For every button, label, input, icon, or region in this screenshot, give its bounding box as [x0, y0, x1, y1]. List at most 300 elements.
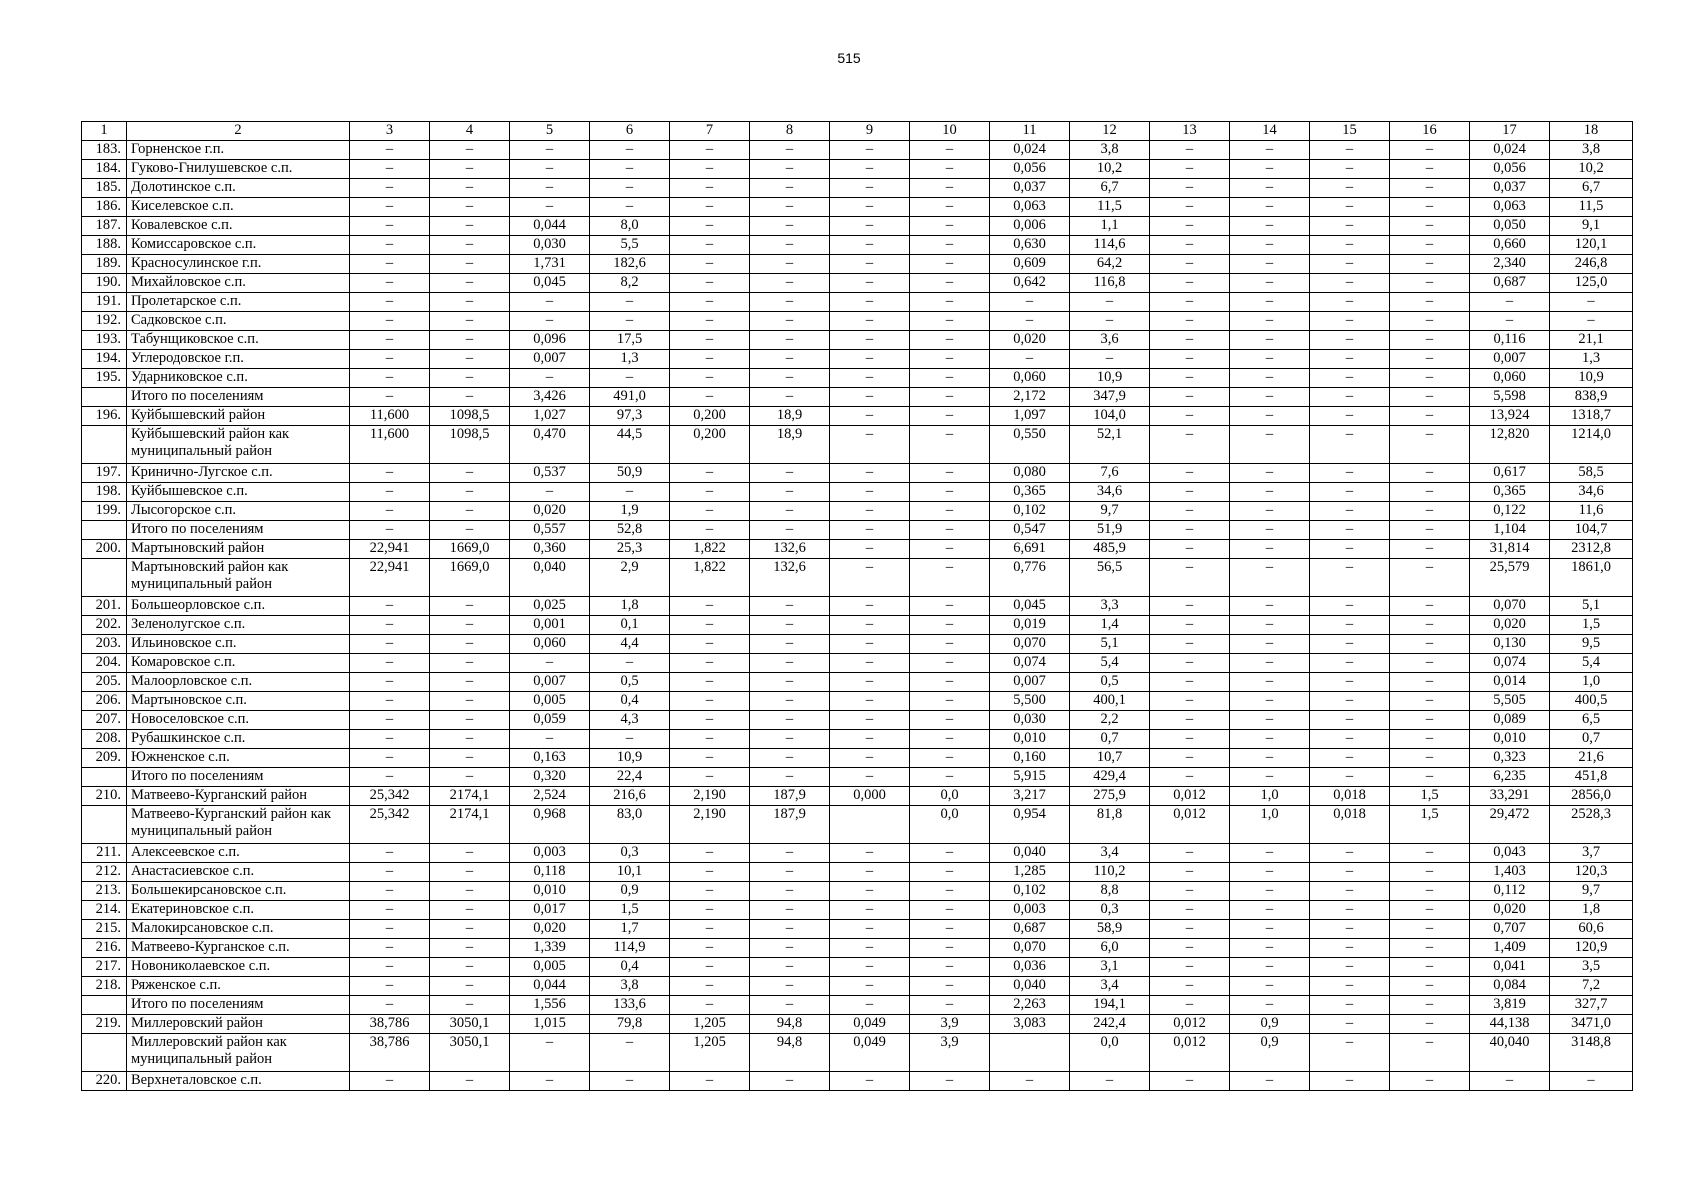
- value-cell: –: [750, 844, 830, 863]
- value-cell: –: [1310, 350, 1390, 369]
- value-cell: –: [670, 616, 750, 635]
- value-cell: –: [750, 730, 830, 749]
- value-cell: –: [670, 1072, 750, 1091]
- value-cell: 2,263: [990, 996, 1070, 1015]
- value-cell: –: [1150, 939, 1230, 958]
- value-cell: –: [590, 312, 670, 331]
- value-cell: –: [1390, 141, 1470, 160]
- value-cell: –: [1230, 730, 1310, 749]
- value-cell: 0,365: [1470, 483, 1550, 502]
- value-cell: –: [1230, 483, 1310, 502]
- value-cell: –: [1150, 996, 1230, 1015]
- value-cell: 0,9: [1230, 1034, 1310, 1072]
- value-cell: –: [750, 236, 830, 255]
- value-cell: –: [830, 749, 910, 768]
- value-cell: –: [750, 901, 830, 920]
- row-number: 208.: [82, 730, 127, 749]
- value-cell: 10,2: [1070, 160, 1150, 179]
- value-cell: –: [750, 464, 830, 483]
- value-cell: –: [670, 844, 750, 863]
- value-cell: –: [430, 160, 510, 179]
- value-cell: –: [430, 597, 510, 616]
- row-number: 198.: [82, 483, 127, 502]
- value-cell: –: [1150, 920, 1230, 939]
- value-cell: 8,2: [590, 274, 670, 293]
- value-cell: –: [1310, 179, 1390, 198]
- value-cell: 0,160: [990, 749, 1070, 768]
- value-cell: –: [510, 160, 590, 179]
- value-cell: 0,609: [990, 255, 1070, 274]
- table-row: [82, 901, 1633, 920]
- settlement-name: Итого по поселениям: [127, 768, 350, 787]
- value-cell: –: [510, 293, 590, 312]
- value-cell: –: [350, 255, 430, 274]
- value-cell: –: [910, 198, 990, 217]
- value-cell: –: [350, 293, 430, 312]
- value-cell: –: [670, 369, 750, 388]
- value-cell: –: [1310, 1072, 1390, 1091]
- value-cell: –: [830, 502, 910, 521]
- value-cell: –: [1310, 920, 1390, 939]
- value-cell: 13,924: [1470, 407, 1550, 426]
- value-cell: 1,7: [590, 920, 670, 939]
- row-number: 219.: [82, 1015, 127, 1034]
- value-cell: –: [830, 521, 910, 540]
- value-cell: –: [1150, 597, 1230, 616]
- value-cell: 8,8: [1070, 882, 1150, 901]
- value-cell: –: [350, 464, 430, 483]
- row-number: 183.: [82, 141, 127, 160]
- value-cell: –: [350, 521, 430, 540]
- value-cell: –: [1230, 920, 1310, 939]
- value-cell: 1,409: [1470, 939, 1550, 958]
- value-cell: 187,9: [750, 787, 830, 806]
- column-header: 5: [510, 122, 590, 141]
- value-cell: 5,4: [1550, 654, 1633, 673]
- value-cell: –: [670, 901, 750, 920]
- row-number: 185.: [82, 179, 127, 198]
- value-cell: –: [990, 312, 1070, 331]
- value-cell: –: [750, 749, 830, 768]
- row-number: 218.: [82, 977, 127, 996]
- value-cell: 11,5: [1070, 198, 1150, 217]
- value-cell: –: [1230, 958, 1310, 977]
- value-cell: –: [430, 388, 510, 407]
- value-cell: –: [990, 350, 1070, 369]
- value-cell: –: [1070, 350, 1150, 369]
- value-cell: –: [1310, 369, 1390, 388]
- settlement-name: Мартыновский район: [127, 540, 350, 559]
- value-cell: 22,941: [350, 559, 430, 597]
- table-row: [82, 711, 1633, 730]
- settlement-name: Ковалевское с.п.: [127, 217, 350, 236]
- value-cell: 2856,0: [1550, 787, 1633, 806]
- value-cell: –: [590, 293, 670, 312]
- value-cell: –: [910, 730, 990, 749]
- value-cell: 1318,7: [1550, 407, 1633, 426]
- settlement-name: Михайловское с.п.: [127, 274, 350, 293]
- table-row: [82, 236, 1633, 255]
- value-cell: 125,0: [1550, 274, 1633, 293]
- row-number: 211.: [82, 844, 127, 863]
- value-cell: –: [750, 673, 830, 692]
- value-cell: 0,007: [990, 673, 1070, 692]
- value-cell: –: [1230, 255, 1310, 274]
- value-cell: –: [1310, 711, 1390, 730]
- value-cell: –: [590, 160, 670, 179]
- value-cell: –: [430, 730, 510, 749]
- value-cell: –: [910, 654, 990, 673]
- value-cell: –: [510, 1072, 590, 1091]
- value-cell: 0,040: [990, 977, 1070, 996]
- value-cell: 327,7: [1550, 996, 1633, 1015]
- value-cell: –: [1230, 540, 1310, 559]
- value-cell: 485,9: [1070, 540, 1150, 559]
- value-cell: 120,9: [1550, 939, 1633, 958]
- row-number: 205.: [82, 673, 127, 692]
- value-cell: –: [830, 1072, 910, 1091]
- value-cell: –: [910, 312, 990, 331]
- value-cell: –: [1310, 331, 1390, 350]
- value-cell: –: [1390, 198, 1470, 217]
- value-cell: 0,0: [910, 806, 990, 844]
- value-cell: –: [1390, 540, 1470, 559]
- value-cell: –: [350, 711, 430, 730]
- value-cell: –: [1230, 502, 1310, 521]
- row-number: [82, 521, 127, 540]
- value-cell: –: [590, 654, 670, 673]
- value-cell: 0,089: [1470, 711, 1550, 730]
- value-cell: –: [670, 274, 750, 293]
- value-cell: 0,063: [990, 198, 1070, 217]
- value-cell: –: [670, 958, 750, 977]
- row-number: 190.: [82, 274, 127, 293]
- value-cell: 5,500: [990, 692, 1070, 711]
- value-cell: –: [1230, 141, 1310, 160]
- value-cell: 60,6: [1550, 920, 1633, 939]
- value-cell: –: [1230, 616, 1310, 635]
- value-cell: 400,5: [1550, 692, 1633, 711]
- table-row: [82, 787, 1633, 806]
- value-cell: –: [1310, 597, 1390, 616]
- value-cell: 2,190: [670, 787, 750, 806]
- value-cell: 0,006: [990, 217, 1070, 236]
- value-cell: –: [590, 730, 670, 749]
- column-header: 13: [1150, 122, 1230, 141]
- value-cell: 0,687: [1470, 274, 1550, 293]
- table-row: [82, 521, 1633, 540]
- value-cell: 6,5: [1550, 711, 1633, 730]
- value-cell: –: [910, 350, 990, 369]
- value-cell: –: [830, 711, 910, 730]
- value-cell: –: [750, 312, 830, 331]
- value-cell: 5,598: [1470, 388, 1550, 407]
- value-cell: 0,776: [990, 559, 1070, 597]
- value-cell: –: [1390, 597, 1470, 616]
- value-cell: 1,822: [670, 559, 750, 597]
- value-cell: –: [1230, 369, 1310, 388]
- value-cell: –: [1230, 426, 1310, 464]
- value-cell: –: [590, 198, 670, 217]
- value-cell: 0,0: [1070, 1034, 1150, 1072]
- value-cell: –: [750, 635, 830, 654]
- value-cell: –: [910, 635, 990, 654]
- value-cell: –: [830, 597, 910, 616]
- value-cell: –: [1390, 711, 1470, 730]
- value-cell: –: [1310, 388, 1390, 407]
- table-row: [82, 1072, 1633, 1091]
- value-cell: 0,954: [990, 806, 1070, 844]
- value-cell: –: [670, 939, 750, 958]
- value-cell: –: [1150, 407, 1230, 426]
- value-cell: –: [1150, 502, 1230, 521]
- value-cell: –: [670, 312, 750, 331]
- value-cell: –: [350, 179, 430, 198]
- value-cell: –: [1230, 977, 1310, 996]
- value-cell: –: [750, 160, 830, 179]
- value-cell: 3148,8: [1550, 1034, 1633, 1072]
- value-cell: 81,8: [1070, 806, 1150, 844]
- settlement-name: Миллеровский район как муниципальный район: [127, 1034, 350, 1072]
- value-cell: 0,707: [1470, 920, 1550, 939]
- value-cell: –: [430, 274, 510, 293]
- row-number: 195.: [82, 369, 127, 388]
- value-cell: –: [1390, 768, 1470, 787]
- value-cell: –: [350, 958, 430, 977]
- value-cell: 400,1: [1070, 692, 1150, 711]
- table-row: [82, 312, 1633, 331]
- row-number: 202.: [82, 616, 127, 635]
- value-cell: –: [1150, 388, 1230, 407]
- value-cell: –: [910, 844, 990, 863]
- value-cell: 0,056: [1470, 160, 1550, 179]
- value-cell: –: [430, 217, 510, 236]
- value-cell: 1,205: [670, 1015, 750, 1034]
- column-header: 6: [590, 122, 670, 141]
- value-cell: 1,097: [990, 407, 1070, 426]
- settlement-name: Матвеево-Курганский район: [127, 787, 350, 806]
- value-cell: –: [430, 1072, 510, 1091]
- value-cell: 2528,3: [1550, 806, 1633, 844]
- value-cell: 0,030: [510, 236, 590, 255]
- value-cell: 0,320: [510, 768, 590, 787]
- value-cell: 0,470: [510, 426, 590, 464]
- column-header: 7: [670, 122, 750, 141]
- value-cell: –: [910, 540, 990, 559]
- value-cell: 120,1: [1550, 236, 1633, 255]
- value-cell: 0,025: [510, 597, 590, 616]
- value-cell: –: [1230, 635, 1310, 654]
- value-cell: 182,6: [590, 255, 670, 274]
- value-cell: 0,060: [990, 369, 1070, 388]
- value-cell: –: [1310, 217, 1390, 236]
- value-cell: 8,0: [590, 217, 670, 236]
- value-cell: –: [1470, 293, 1550, 312]
- value-cell: –: [1150, 483, 1230, 502]
- value-cell: 11,5: [1550, 198, 1633, 217]
- value-cell: –: [830, 141, 910, 160]
- value-cell: –: [1150, 958, 1230, 977]
- value-cell: 133,6: [590, 996, 670, 1015]
- value-cell: –: [830, 673, 910, 692]
- value-cell: –: [1310, 464, 1390, 483]
- value-cell: 6,7: [1550, 179, 1633, 198]
- column-header: 8: [750, 122, 830, 141]
- value-cell: –: [430, 882, 510, 901]
- value-cell: –: [830, 331, 910, 350]
- value-cell: –: [350, 597, 430, 616]
- value-cell: 0,080: [990, 464, 1070, 483]
- value-cell: –: [510, 369, 590, 388]
- value-cell: –: [430, 996, 510, 1015]
- value-cell: –: [1310, 768, 1390, 787]
- value-cell: –: [1310, 749, 1390, 768]
- value-cell: –: [430, 635, 510, 654]
- value-cell: –: [1310, 236, 1390, 255]
- value-cell: 1,0: [1230, 787, 1310, 806]
- row-number: 189.: [82, 255, 127, 274]
- table-row: [82, 654, 1633, 673]
- value-cell: –: [750, 502, 830, 521]
- value-cell: –: [1310, 958, 1390, 977]
- value-cell: 104,0: [1070, 407, 1150, 426]
- settlement-name: Пролетарское с.п.: [127, 293, 350, 312]
- value-cell: –: [910, 217, 990, 236]
- value-cell: 0,060: [1470, 369, 1550, 388]
- value-cell: –: [910, 673, 990, 692]
- value-cell: 0,003: [510, 844, 590, 863]
- value-cell: 242,4: [1070, 1015, 1150, 1034]
- value-cell: –: [350, 388, 430, 407]
- column-header: 15: [1310, 122, 1390, 141]
- value-cell: –: [1310, 426, 1390, 464]
- row-number: 217.: [82, 958, 127, 977]
- value-cell: –: [1230, 464, 1310, 483]
- row-number: 200.: [82, 540, 127, 559]
- value-cell: 25,342: [350, 806, 430, 844]
- value-cell: –: [910, 616, 990, 635]
- value-cell: 1861,0: [1550, 559, 1633, 597]
- value-cell: 1,5: [1390, 806, 1470, 844]
- value-cell: 0,130: [1470, 635, 1550, 654]
- value-cell: –: [1150, 844, 1230, 863]
- value-cell: 0,059: [510, 711, 590, 730]
- value-cell: –: [670, 293, 750, 312]
- value-cell: 0,547: [990, 521, 1070, 540]
- value-cell: –: [910, 977, 990, 996]
- value-cell: –: [1150, 635, 1230, 654]
- column-header: 2: [127, 122, 350, 141]
- value-cell: –: [350, 844, 430, 863]
- table-row: [82, 179, 1633, 198]
- value-cell: 0,557: [510, 521, 590, 540]
- value-cell: –: [350, 673, 430, 692]
- value-cell: –: [830, 255, 910, 274]
- value-cell: 110,2: [1070, 863, 1150, 882]
- column-header: 16: [1390, 122, 1470, 141]
- value-cell: 1,5: [590, 901, 670, 920]
- table-row: [82, 939, 1633, 958]
- value-cell: –: [430, 977, 510, 996]
- value-cell: 0,041: [1470, 958, 1550, 977]
- value-cell: 11,600: [350, 426, 430, 464]
- value-cell: 10,1: [590, 863, 670, 882]
- value-cell: 1,285: [990, 863, 1070, 882]
- value-cell: –: [1150, 730, 1230, 749]
- value-cell: –: [910, 464, 990, 483]
- table-row: [82, 160, 1633, 179]
- value-cell: –: [1230, 179, 1310, 198]
- value-cell: –: [1310, 483, 1390, 502]
- value-cell: –: [1390, 882, 1470, 901]
- value-cell: 3050,1: [430, 1034, 510, 1072]
- value-cell: 3,8: [1550, 141, 1633, 160]
- value-cell: –: [1390, 236, 1470, 255]
- value-cell: 0,007: [510, 350, 590, 369]
- settlement-name: Большеорловское с.п.: [127, 597, 350, 616]
- value-cell: 0,005: [510, 958, 590, 977]
- value-cell: –: [670, 692, 750, 711]
- value-cell: 0,4: [590, 692, 670, 711]
- value-cell: –: [1150, 616, 1230, 635]
- value-cell: –: [1230, 996, 1310, 1015]
- value-cell: –: [1310, 692, 1390, 711]
- settlement-name: Новониколаевское с.п.: [127, 958, 350, 977]
- row-number: 213.: [82, 882, 127, 901]
- value-cell: –: [1310, 521, 1390, 540]
- row-number: 206.: [82, 692, 127, 711]
- value-cell: –: [670, 768, 750, 787]
- row-number: 191.: [82, 293, 127, 312]
- value-cell: 3,5: [1550, 958, 1633, 977]
- value-cell: –: [430, 198, 510, 217]
- value-cell: 114,9: [590, 939, 670, 958]
- value-cell: 97,3: [590, 407, 670, 426]
- value-cell: 0,010: [510, 882, 590, 901]
- value-cell: –: [1150, 160, 1230, 179]
- value-cell: 9,7: [1070, 502, 1150, 521]
- value-cell: 132,6: [750, 559, 830, 597]
- value-cell: 1,0: [1230, 806, 1310, 844]
- value-cell: –: [1390, 312, 1470, 331]
- value-cell: 0,118: [510, 863, 590, 882]
- value-cell: 1,8: [590, 597, 670, 616]
- value-cell: 3050,1: [430, 1015, 510, 1034]
- value-cell: 275,9: [1070, 787, 1150, 806]
- value-cell: 3,819: [1470, 996, 1550, 1015]
- value-cell: 347,9: [1070, 388, 1150, 407]
- value-cell: 0,660: [1470, 236, 1550, 255]
- value-cell: –: [1550, 293, 1633, 312]
- value-cell: –: [670, 882, 750, 901]
- value-cell: 1,403: [1470, 863, 1550, 882]
- value-cell: 216,6: [590, 787, 670, 806]
- value-cell: –: [350, 749, 430, 768]
- value-cell: –: [830, 920, 910, 939]
- value-cell: 83,0: [590, 806, 670, 844]
- value-cell: –: [1150, 274, 1230, 293]
- value-cell: –: [750, 388, 830, 407]
- value-cell: 0,3: [590, 844, 670, 863]
- value-cell: –: [350, 312, 430, 331]
- value-cell: –: [910, 293, 990, 312]
- settlement-name: Углеродовское г.п.: [127, 350, 350, 369]
- settlement-name: Ряженское с.п.: [127, 977, 350, 996]
- value-cell: 6,691: [990, 540, 1070, 559]
- value-cell: –: [1390, 996, 1470, 1015]
- value-cell: –: [1390, 293, 1470, 312]
- value-cell: 2174,1: [430, 787, 510, 806]
